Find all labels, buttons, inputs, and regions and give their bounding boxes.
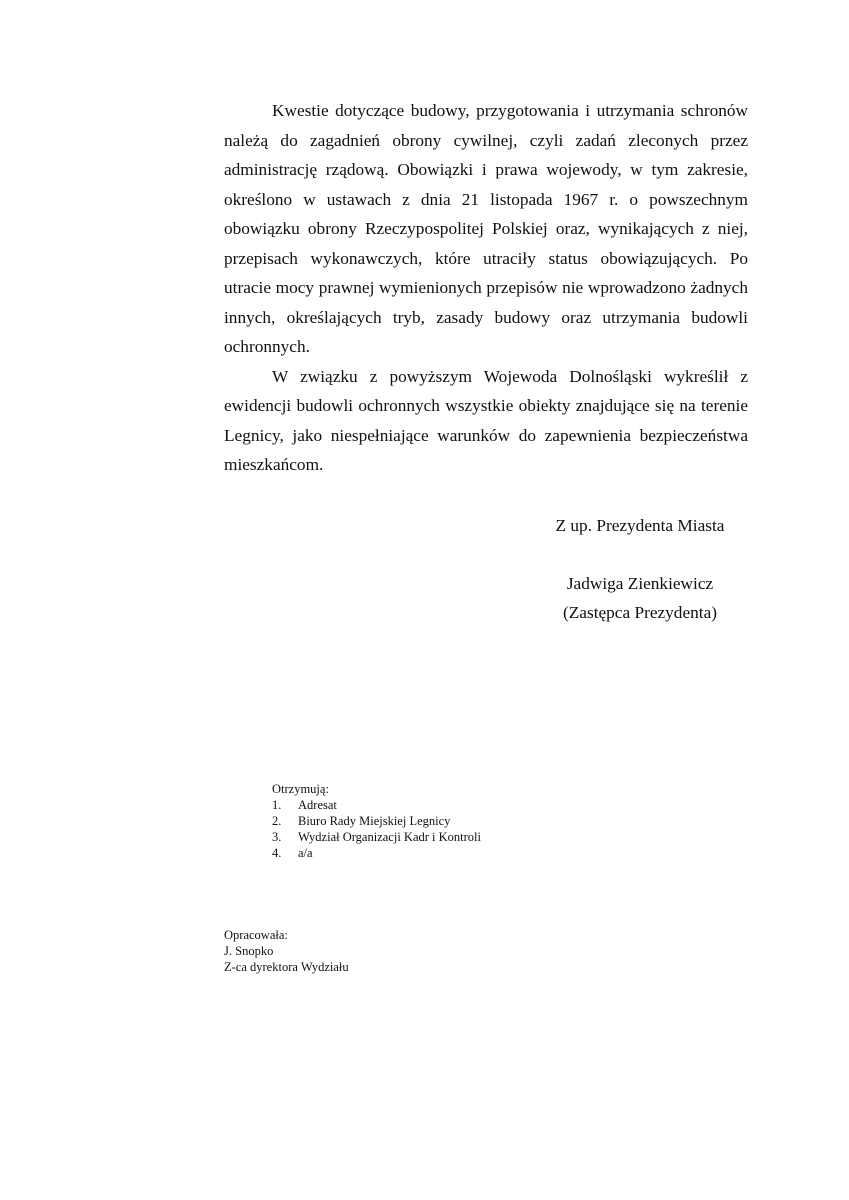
signatory-name: Jadwiga Zienkiewicz (566, 574, 714, 593)
list-item-text: Wydział Organizacji Kadr i Kontroli (298, 830, 481, 844)
recipients-heading: Otrzymują: (272, 782, 329, 796)
list-item (272, 845, 481, 861)
prepared-by-role: Z-ca dyrektora Wydziału (224, 960, 349, 974)
list-item (272, 829, 481, 845)
letter-body (224, 96, 748, 480)
list-item (272, 813, 481, 829)
list-item (272, 797, 481, 813)
letter-paragraph-2: W związku z powyższym Wojewoda Dolnośląski wykreślił z ewidencji budowli ochronnych wszystkie obiekty znajdujące się na terenie Legnicy, jako niespełniające warunków do zapewnienia bezpieczeństwa mieszkańcom. (224, 366, 748, 474)
signature-block (520, 569, 760, 627)
list-item-number: 2. (272, 814, 282, 828)
prepared-by-label: Opracowała: (224, 928, 288, 942)
list-item-number: 4. (272, 846, 282, 860)
list-item-text: Biuro Rady Miejskiej Legnicy (298, 814, 451, 828)
signature-on-behalf: Z up. Prezydenta Miasta (555, 516, 725, 535)
prepared-by-name: J. Snopko (224, 944, 274, 958)
list-item-text: Adresat (298, 798, 337, 812)
list-item-number: 3. (272, 830, 282, 844)
letter-paragraph-1: Kwestie dotyczące budowy, przygotowania i utrzymania schronów należą do zagadnień obrony cywilnej, czyli zadań zleconych przez administrację rządową. Obowiązki i prawa wojewody, w tym zakresie, określono w ustawach z dnia 21 listopada 1967 r. o powszechnym obowiązku obrony Rzeczypospolitej Polskiej oraz, wynikających z niej, przepisach wykonawczych, które utraciły status obowiązujących. Po utracie mocy prawnej wymienionych przepisów nie wprowadzono żadnych innych, określających tryb, zasady budowy oraz utrzymania budowli ochronnych. (224, 101, 748, 356)
list-item-text: a/a (298, 846, 313, 860)
prepared-by (224, 927, 349, 975)
recipients-list (272, 781, 481, 861)
signatory-position: (Zastępca Prezydenta) (562, 603, 717, 622)
list-item-number: 1. (272, 798, 282, 812)
